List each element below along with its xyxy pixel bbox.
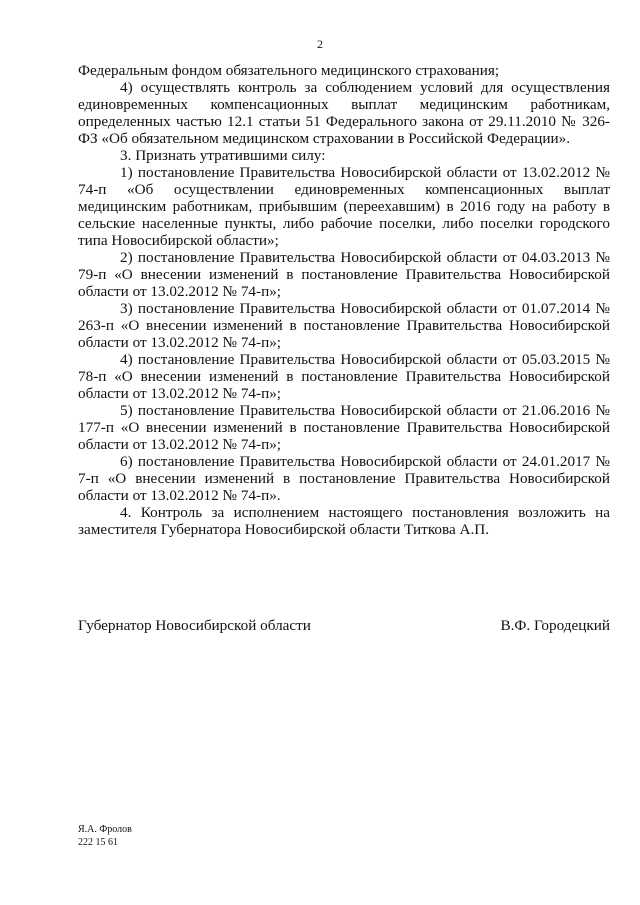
signer-name: В.Ф. Городецкий <box>500 617 610 634</box>
paragraph: 3) постановление Правительства Новосибирской области от 01.07.2014 № 263-п «О внесении изменений в постановление Правительства Новосибирской области от 13.02.2012 № 74-п»; <box>78 300 610 351</box>
paragraph: Федеральным фондом обязательного медицинского страхования; <box>78 62 500 79</box>
signer-position: Губернатор Новосибирской области <box>78 617 311 634</box>
page-number: 2 <box>317 37 323 51</box>
paragraph: 4) постановление Правительства Новосибирской области от 05.03.2015 № 78-п «О внесении изменений в постановление Правительства Новосибирской области от 13.02.2012 № 74-п»; <box>78 351 610 402</box>
paragraph: 5) постановление Правительства Новосибирской области от 21.06.2016 № 177-п «О внесении изменений в постановление Правительства Новосибирской области от 13.02.2012 № 74-п»; <box>78 402 610 453</box>
document-body <box>78 62 610 538</box>
author-name: Я.А. Фролов <box>78 824 132 835</box>
document-footer <box>78 823 132 849</box>
signature-block <box>78 617 610 635</box>
paragraph: 6) постановление Правительства Новосибирской области от 24.01.2017 № 7-п «О внесении изменений в постановление Правительства Новосибирской области от 13.02.2012 № 74-п». <box>78 453 610 504</box>
paragraph: 4. Контроль за исполнением настоящего постановления возложить на заместителя Губернатора Новосибирской области Титкова А.П. <box>78 504 610 538</box>
author-phone: 222 15 61 <box>78 837 118 848</box>
paragraph: 3. Признать утратившими силу: <box>120 147 326 164</box>
paragraph: 2) постановление Правительства Новосибирской области от 04.03.2013 № 79-п «О внесении изменений в постановление Правительства Новосибирской области от 13.02.2012 № 74-п»; <box>78 249 610 300</box>
paragraph: 4) осуществлять контроль за соблюдением условий для осуществления единовременных компенсационных выплат медицинским работникам, определенных частью 12.1 статьи 51 Федерального закона от 29.11.2010 № 326-ФЗ «Об обязательном медицинском страховании в Российской Федерации». <box>78 79 610 147</box>
paragraph: 1) постановление Правительства Новосибирской области от 13.02.2012 № 74-п «Об осуществлении единовременных компенсационных выплат медицинским работникам, прибывшим (переехавшим) в 2016 году на работу в сельские населенные пункты, либо рабочие поселки, либо поселки городского типа Новосибирской области»; <box>78 164 610 249</box>
